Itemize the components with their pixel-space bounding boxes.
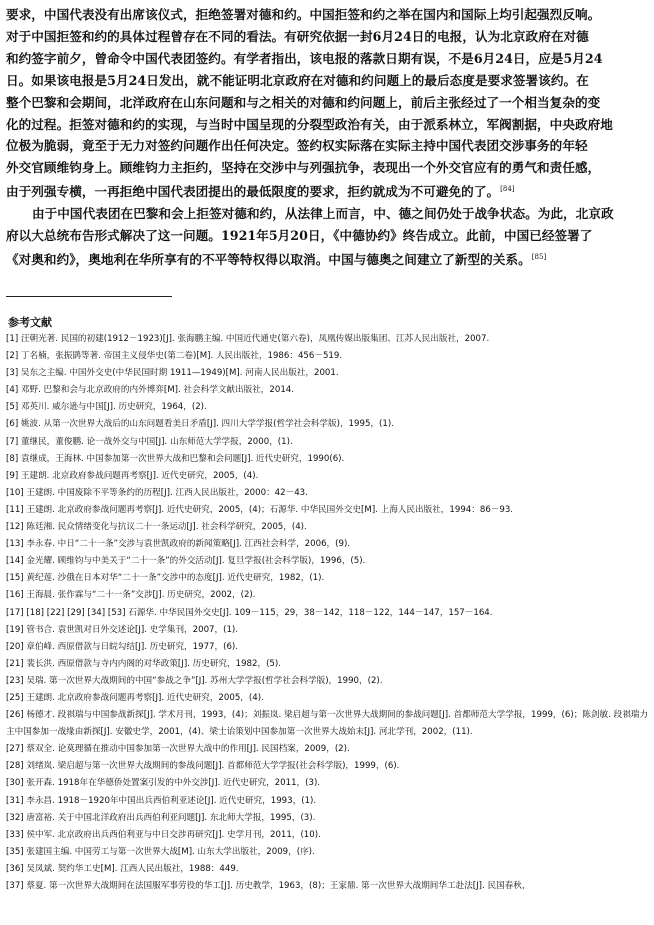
reference-item: [28] 刘绪岚. 梁启超与第一次世界大战期间的参战问题[J]. 首都师范大学学报(社会科学版)，1999，(6). [6,761,400,772]
line-text: 和约签字前夕，曾命令中国代表团签约。有学者指出，该电报的落款日期有误，不是6月24日，应是5月24 [6,50,603,66]
paragraph-1 [6,4,648,203]
reference-item: [23] 吴瑞. 第一次世界大战期间的中国“参战之争”[J]. 苏州大学学报(哲学社会科学版)，1990，(2). [6,675,383,686]
line-text: 由于中国代表团在巴黎和会上拒签对德和约，从法律上而言，中、德之间仍处于战争状态。为此，北京政 [32,206,614,222]
paragraph-line [6,70,648,92]
paragraph-line [6,179,648,203]
paragraph-line [6,114,648,136]
line-text: 府以大总统布告形式解决了这一问题。1921年5月20日，《中德协约》终告成立。此前，中国已经签署了 [6,228,593,244]
reference-item: [35] 张建国主编. 中国劳工与第一次世界大战[M]. 山东大学出版社，2009，(序). [6,846,315,857]
reference-item: [10] 王建朗. 中国废除不平等条约的历程[J]. 江西人民出版社，2000：42－43. [6,487,308,498]
line-text: 《对奥和约》，奥地利在华所享有的不平等特权得以取消。中国与德奥之间建立了新型的关系。 [6,251,531,267]
line-text: 要求，中国代表没有出席该仪式，拒绝签署对德和约。中国拒签和约之举在国内和国际上均引起强烈反响。 [6,7,601,22]
reference-item: [33] 侯中军. 北京政府出兵西伯利亚与中日交涉再研究[J]. 史学月刊，2011，(10). [6,829,321,840]
line-text: 位极为脆弱，竟至于无力对签约问题作出任何决定。签约权实际落在实际主持中国代表团交涉事务的年轻 [6,138,588,154]
line-text: 由于列强专横，一再拒绝中国代表团提出的最低限度的要求，拒约就成为不可避免的了。 [6,184,500,200]
document-page [6,4,648,271]
paragraph-line [6,203,648,225]
reference-item: [5] 邓英川. 威尔逊与中国[J]. 历史研究，1964，(2). [6,402,207,413]
reference-item: [17] [18] [22] [29] [34] [53] 石源华. 中华民国外交史[J]. 109－115，29，38－142，118－122，144－147，157－164. [6,607,493,618]
reference-item: [19] 管书合. 袁世凯对日外交述论[J]. 史学集刊，2007，(1). [6,624,239,635]
reference-item: [13] 李永春. 中日“二十一条”交涉与袁世凯政府的新闻策略[J]. 江西社会科学，2006，(9). [6,539,351,550]
reference-item: [15] 黄纪莲. 沙俄在日本对华“二十一条”交涉中的态度[J]. 近代史研究，1982，(1). [6,573,325,584]
line-text: 外交官顾维钧身上。顾维钧力主拒约，坚持在交涉中与列强抗争，表现出一个外交官应有的勇气和责任感， [6,160,601,176]
reference-item: [32] 唐富裕. 关于中国北洋政府出兵西伯利亚问题[J]. 东北师大学报，1995，(3). [6,812,316,823]
line-text: 对于中国拒签和约的具体过程曾存在不同的看法。有研究依据一封6月24日的电报，认为北京政府在对德 [6,28,589,44]
reference-item: [30] 张开森. 1918年在华德侨处置案引发的中外交涉[J]. 近代史研究，2011，(3). [6,778,321,789]
reference-item: [26] 杨德才. 段祺瑞与中国参战新探[J]. 学术月刊，1993，(4)；刘振岚. 梁启超与第一次世界大战期间的参战问题[J]. 首都师范大学学报，1999，(6)；陈剑敏. 段祺瑞力主中国参加一战缘由新探[J]. 安徽史学，2001，(4)、梁士诒策划中国参加第一次世界大战始末[J]. 河北学刊，2002，(11). [6,710,648,738]
paragraph-line [6,157,648,179]
footnote-marker: [85] [531,252,547,261]
line-text: 整个巴黎和会期间，北洋政府在山东问题和与之相关的对德和约问题上，前后主张经过了一个相当复杂的变 [6,94,601,110]
reference-item: [31] 李永昌. 1918－1920年中国出兵西伯利亚述论[J]. 近代史研究，1993，(1). [6,795,317,806]
paragraph-line [6,225,648,247]
references-list [6,331,648,895]
reference-item: [27] 蔡双全. 论莫理循在推动中国参加第一次世界大战中的作用[J]. 民国档案，2009，(2). [6,744,350,755]
paragraph-line [6,26,648,48]
reference-item: [4] 邓野. 巴黎和会与北京政府的内外博弈[M]. 社会科学文献出版社，2014. [6,385,294,396]
reference-item: [25] 王建朗. 北京政府参战问题再考察[J]. 近代史研究，2005，(4). [6,692,264,703]
reference-item: [16] 王海晨. 张作霖与“二十一条”交涉[J]. 历史研究，2002，(2). [6,590,256,601]
reference-item: [11] 王建朗. 北京政府参战问题再考察[J]. 近代史研究，2005，(4)；石源华. 中华民国外交史[M]. 上海人民出版社，1994：86－93. [6,504,514,515]
paragraph-line [6,135,648,157]
reference-item: [9] 王建朗. 北京政府参战问题再考察[J]. 近代史研究，2005，(4). [6,470,259,481]
paragraph-2 [6,203,648,271]
paragraph-line [6,92,648,114]
reference-item: [6] 姚波. 从第一次世界大战后的山东问题看美日矛盾[J]. 四川大学学报(哲学社会科学版)，1995，(1). [6,419,394,430]
reference-item: [21] 裴长洪. 西原借款与寺内内阁的对华政策[J]. 历史研究，1982，(5). [6,658,281,669]
reference-item: [1] 汪朝光著. 民国的初建(1912－1923)[J]. 张海鹏主编. 中国近代通史(第六卷)，凤凰传媒出版集团、江苏人民出版社，2007. [6,334,490,344]
reference-item: [3] 吴东之主编. 中国外交史(中华民国时期 1911—1949)[M]. 河南人民出版社，2001. [6,368,339,379]
footnote-divider [6,296,172,297]
line-text: 日。如果该电报是5月24日发出，就不能证明北京政府在对德和约问题上的最后态度是要求签署该约。在 [6,72,589,88]
paragraph-line [6,247,648,271]
reference-item: [8] 袁继成，王海林. 中国参加第一次世界大战和巴黎和会问题[J]. 近代史研究，1990(6). [6,453,345,464]
line-text: 化的过程。拒签对德和约的实现，与当时中国呈现的分裂型政治有关，由于派系林立，军阀割据，中央政府地 [6,116,613,132]
reference-item: [36] 吴凤斌. 契约华工史[M]. 江西人民出版社，1988：449. [6,863,239,874]
footnote-marker: [84] [500,185,515,194]
reference-item: [12] 陈廷湘. 民众情绪变化与抗议二十一条运动[J]. 社会科学研究，2005，(4). [6,522,307,533]
reference-item: [14] 金光耀. 顾维钧与中美关于“二十一条”的外交活动[J]. 复旦学报(社会科学版)，1996，(5). [6,556,366,567]
paragraph-line [6,4,648,26]
reference-item: [7] 董继民，董俊鹏. 论一战外交与中国[J]. 山东师范大学学报，2000，(1). [6,436,293,447]
paragraph-line [6,48,648,70]
reference-item: [2] 丁名楠，张振鹍等著. 帝国主义侵华史(第二卷)[M]. 人民出版社，1986：456－519. [6,351,343,362]
reference-item: [37] 蔡夏. 第一次世界大战期间在法国服军事劳役的华工[J]. 历史教学，1963，(8)；王家鼎. 第一次世界大战期间华工赴法[J]. 民国春秋， [6,881,531,891]
reference-item: [20] 章伯峰. 西原借款与日皖勾结[J]. 历史研究，1977，(6). [6,641,239,652]
references-title: 参考文献 [8,316,52,329]
